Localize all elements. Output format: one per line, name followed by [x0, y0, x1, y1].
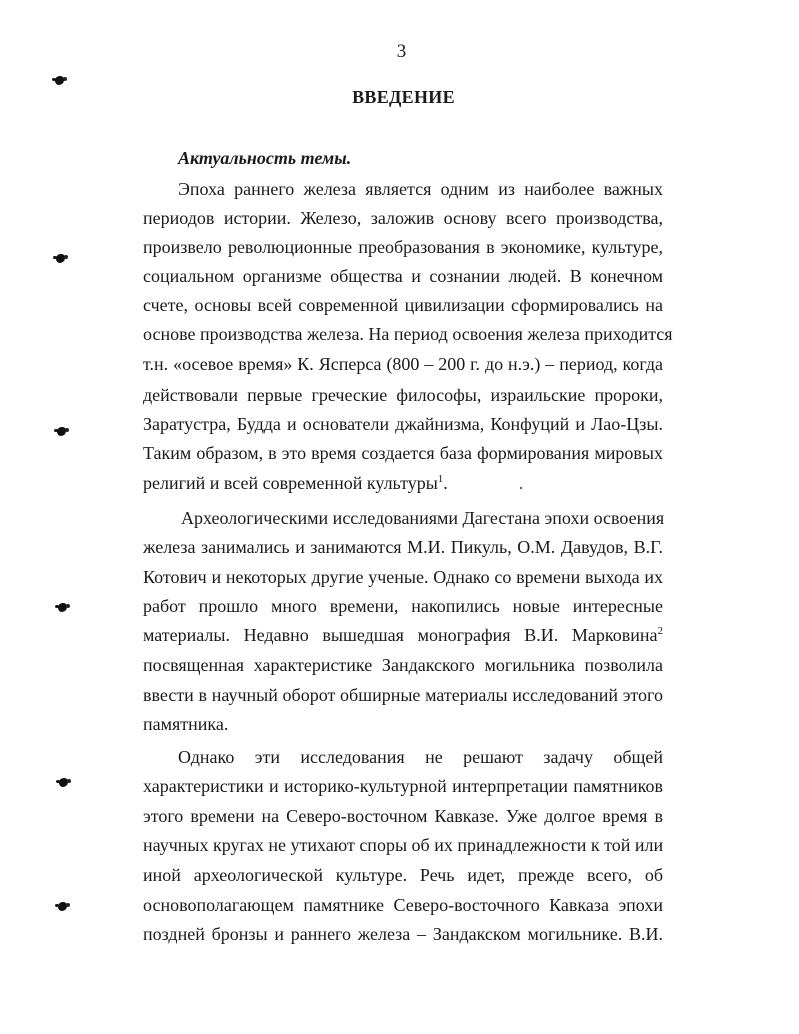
binding-hole-mark: [59, 778, 68, 787]
paragraph-line: железа занимались и занимаются М.И. Пикуль, О.М. Давудов, В.Г.: [143, 537, 663, 557]
paragraph-line: научных кругах не утихают споры об их принадлежности к той или: [143, 835, 664, 855]
binding-hole-mark: [58, 603, 67, 612]
paragraph-line: основополагающем памятнике Северо-восточного Кавказа эпохи: [143, 895, 663, 915]
paragraph-line: периодов истории. Железо, заложив основу всего производства,: [143, 208, 663, 228]
binding-hole-mark: [55, 76, 64, 85]
paragraph-line: социальном организме общества и сознании людей. В конечном: [143, 266, 663, 286]
paragraph-text: материалы. Недавно вышедшая монография В.И. Марковина: [143, 625, 658, 645]
paragraph-line: ввести в научный оборот обширные материалы исследований этого: [143, 685, 663, 705]
binding-hole-mark: [57, 427, 66, 436]
paragraph-line: т.н. «осевое время» К. Ясперса (800 – 200 г. до н.э.) – период, когда: [143, 354, 663, 374]
paragraph-text: религий и всей современной культуры: [143, 473, 438, 493]
paragraph-line: Заратустра, Будда и основатели джайнизма, Конфуций и Лао-Цзы.: [143, 414, 663, 434]
footnote-marker: 2: [657, 625, 663, 637]
paragraph-line: памятника.: [143, 714, 229, 734]
paragraph-end: .: [443, 473, 448, 493]
page-number: 3: [396, 41, 407, 62]
paragraph-line: счете, основы всей современной цивилизации сформировались на: [143, 295, 663, 315]
paragraph-line: основе производства железа. На период освоения железа приходится: [143, 324, 673, 344]
binding-hole-mark: [56, 254, 65, 263]
page-title: ВВЕДЕНИЕ: [352, 87, 455, 107]
paragraph-line: иной археологической культуре. Речь идет, прежде всего, об: [143, 865, 663, 885]
paragraph-line: поздней бронзы и раннего железа – Зандакском могильнике. В.И.: [143, 924, 663, 944]
paragraph-line: Котович и некоторых другие ученые. Однако со времени выхода их: [143, 567, 663, 587]
section-heading: Актуальность темы.: [178, 148, 352, 168]
binding-hole-mark: [58, 902, 67, 911]
footnote-marker: 1: [437, 473, 444, 485]
paragraph-line: действовали первые греческие философы, израильские пророки,: [143, 385, 663, 405]
paragraph-line: работ прошло много времени, накопились новые интересные: [143, 596, 663, 616]
paragraph-line: этого времени на Северо-восточном Кавказе. Уже долгое время в: [143, 806, 663, 826]
paragraph-line: характеристики и историко-культурной интерпретации памятников: [143, 776, 663, 796]
paragraph-line: Эпоха раннего железа является одним из наиболее важных: [178, 179, 663, 199]
paragraph-line-with-footnote: [143, 624, 663, 646]
paragraph-line: произвело революционные преобразования в экономике, культуре,: [143, 237, 663, 257]
paragraph-line: Археологическими исследованиями Дагестана эпохи освоения: [181, 508, 665, 528]
paragraph-line: посвященная характеристике Зандакского могильника позволила: [143, 655, 663, 675]
paragraph-line-last: [143, 472, 663, 494]
paragraph-line: Таким образом, в это время создается база формирования мировых: [143, 443, 663, 463]
paragraph-line: Однако эти исследования не решают задачу общей: [178, 747, 663, 767]
